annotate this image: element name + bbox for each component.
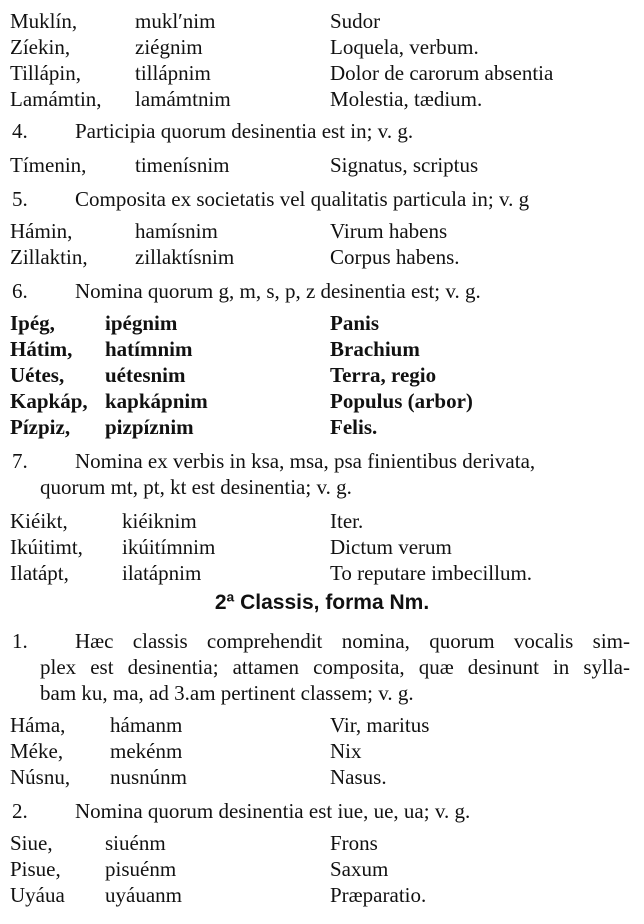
entry-row (0, 362, 644, 388)
entry-term: Kiéikt, (10, 509, 68, 533)
entry-row (0, 152, 644, 178)
entry-form: pizpíznim (105, 415, 194, 439)
entry-form: timenísnim (135, 153, 230, 177)
entry-term: Háma, (10, 713, 66, 737)
entry-term: Ilatápt, (10, 561, 69, 585)
entry-meaning: Felis. (330, 415, 378, 439)
entry-row (0, 764, 644, 790)
entry-meaning: Nix (330, 739, 362, 763)
section-text: Nomina quorum g, m, s, p, z desinentia est; v. g. (75, 279, 481, 303)
entry-meaning: Signatus, scriptus (330, 153, 479, 177)
entry-term: Tillápin, (10, 61, 81, 85)
entry-form: uétesnim (105, 363, 186, 387)
section-heading (0, 278, 644, 304)
entry-row (0, 310, 644, 336)
entry-form: uyáuanm (105, 883, 182, 907)
entry-form: tillápnim (135, 61, 211, 85)
entry-term: Siue, (10, 831, 53, 855)
entry-form: ipégnim (105, 311, 178, 335)
entry-meaning: Iter. (330, 509, 364, 533)
entry-meaning: To reputare imbecillum. (330, 561, 533, 585)
entry-meaning: Dolor de carorum absentia (330, 61, 554, 85)
entry-form: pisuénm (105, 857, 177, 881)
section-number: 4. (12, 119, 28, 143)
entry-term: Zillaktin, (10, 245, 88, 269)
entry-term: Kapkáp, (10, 389, 88, 413)
class-heading: 2ª Classis, forma Nm. (214, 591, 430, 614)
entry-meaning: Vir, maritus (330, 713, 430, 737)
entry-row (0, 856, 644, 882)
entry-form: siuénm (105, 831, 166, 855)
paragraph-line (0, 654, 644, 680)
entry-form: muklʹnim (135, 9, 216, 33)
section-text: Nomina ex verbis in ksa, msa, psa finientibus derivata, (75, 449, 536, 473)
section-text: Participia quorum desinentia est in; v. g. (75, 119, 414, 143)
entry-form: ilatápnim (122, 561, 202, 585)
entry-meaning: Sudor (330, 9, 381, 33)
entry-row (0, 60, 644, 86)
entry-form: zillaktísnim (135, 245, 235, 269)
entry-term: Hátim, (10, 337, 73, 361)
entry-row (0, 34, 644, 60)
entry-meaning: Molestia, tædium. (330, 87, 483, 111)
entry-meaning: Panis (330, 311, 380, 335)
paragraph-text: plex est desinentia; attamen composita, quæ desinunt in sylla- (40, 655, 630, 679)
entry-form: hatímnim (105, 337, 193, 361)
entry-meaning: Saxum (330, 857, 389, 881)
entry-meaning: Virum habens (330, 219, 448, 243)
entry-row (0, 534, 644, 560)
section-number: 2. (12, 799, 28, 823)
entry-term: Uétes, (10, 363, 65, 387)
section-number: 7. (12, 449, 28, 473)
entry-row (0, 414, 644, 440)
entry-form: mekénm (110, 739, 183, 763)
paragraph-line (0, 628, 644, 654)
entry-form: lamámtnim (135, 87, 231, 111)
section-heading (0, 118, 644, 144)
entry-row (0, 712, 644, 738)
section-text-continued (0, 474, 644, 500)
paragraph-text: bam ku, ma, ad 3.am pertinent classem; v. g. (40, 681, 414, 705)
entry-meaning: Nasus. (330, 765, 387, 789)
paragraph-line (0, 680, 644, 706)
entry-row (0, 336, 644, 362)
entry-form: kapkápnim (105, 389, 208, 413)
entry-form: ziégnim (135, 35, 203, 59)
entry-term: Tímenin, (10, 153, 87, 177)
entry-row (0, 218, 644, 244)
entry-term: Hámin, (10, 219, 73, 243)
entry-term: Lamámtin, (10, 87, 102, 111)
section-heading (0, 186, 644, 212)
section-number: 6. (12, 279, 28, 303)
entry-row (0, 244, 644, 270)
entry-row (0, 882, 644, 908)
entry-term: Ikúitimt, (10, 535, 83, 559)
entry-term: Pisue, (10, 857, 61, 881)
section-heading (0, 448, 644, 474)
paragraph-text: Hæc classis comprehendit nomina, quorum vocalis sim- (75, 629, 630, 653)
entry-form: nusnúnm (110, 765, 188, 789)
section-text: Nomina quorum desinentia est iue, ue, ua; v. g. (75, 799, 471, 823)
entry-row (0, 560, 644, 586)
entry-meaning: Loquela, verbum. (330, 35, 479, 59)
entry-row (0, 738, 644, 764)
entry-term: Uyáua (10, 883, 65, 907)
entry-row (0, 8, 644, 34)
entry-meaning: Dictum verum (330, 535, 452, 559)
section-number: 5. (12, 187, 28, 211)
section-text: quorum mt, pt, kt est desinentia; v. g. (40, 475, 352, 499)
entry-row (0, 388, 644, 414)
entry-term: Ipég, (10, 311, 55, 335)
entry-meaning: Populus (arbor) (330, 389, 473, 413)
entry-term: Méke, (10, 739, 64, 763)
section-heading (0, 798, 644, 824)
section-text: Composita ex societatis vel qualitatis particula in; v. g (75, 187, 530, 211)
entry-row (0, 86, 644, 112)
entry-term: Zíekin, (10, 35, 71, 59)
entry-term: Muklín, (10, 9, 78, 33)
entry-meaning: Brachium (330, 337, 420, 361)
entry-term: Núsnu, (10, 765, 71, 789)
entry-form: kiéiknim (122, 509, 197, 533)
entry-meaning: Frons (330, 831, 378, 855)
entry-row (0, 508, 644, 534)
entry-row (0, 830, 644, 856)
section-number: 1. (12, 629, 28, 653)
entry-form: hámanm (110, 713, 183, 737)
entry-form: ikúitímnim (122, 535, 216, 559)
entry-term: Pízpiz, (10, 415, 71, 439)
entry-meaning: Præparatio. (330, 883, 427, 907)
entry-form: hamísnim (135, 219, 218, 243)
entry-meaning: Corpus habens. (330, 245, 460, 269)
entry-meaning: Terra, regio (330, 363, 437, 387)
